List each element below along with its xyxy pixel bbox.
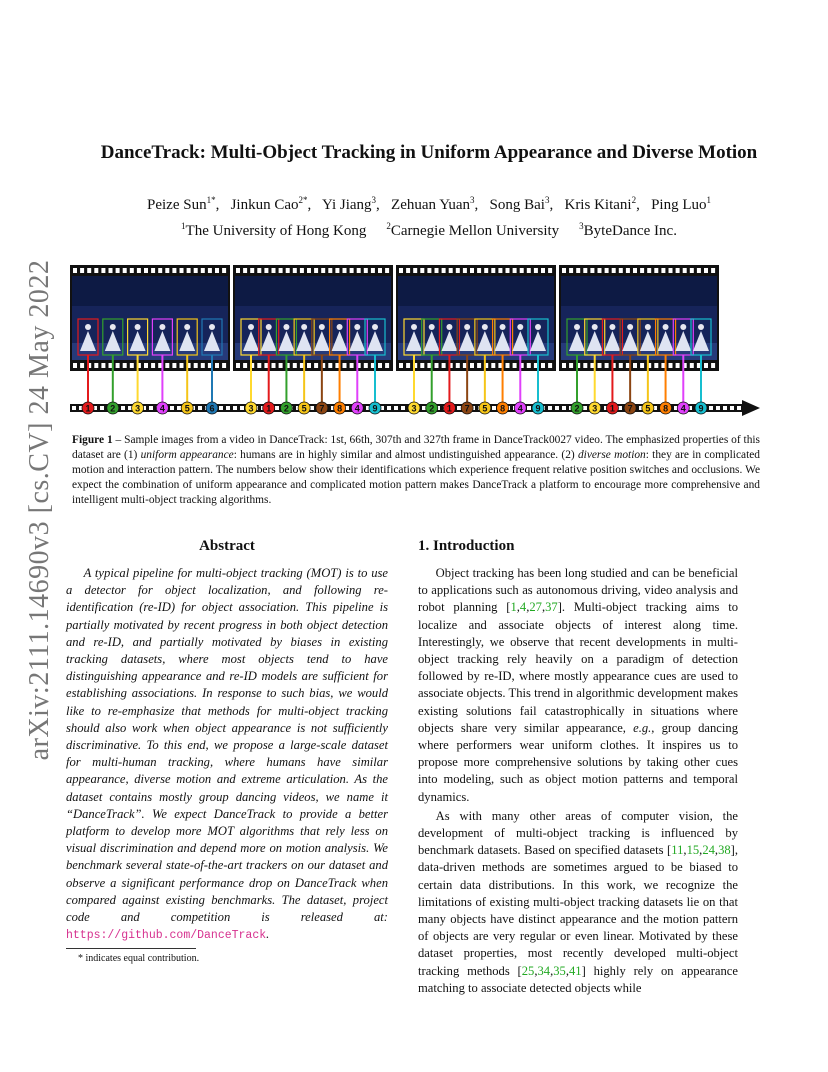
timeline-hole bbox=[177, 406, 181, 410]
dancer-head bbox=[429, 324, 435, 330]
sprocket-hole bbox=[109, 268, 113, 273]
id-label: 1 bbox=[266, 403, 272, 414]
sprocket-hole bbox=[477, 363, 481, 368]
timeline-arrowhead bbox=[742, 400, 760, 416]
sprocket-hole bbox=[605, 268, 609, 273]
sprocket-hole bbox=[640, 268, 644, 273]
sprocket-hole bbox=[690, 363, 694, 368]
timeline-hole bbox=[548, 406, 552, 410]
dancer-head bbox=[609, 324, 615, 330]
sprocket-hole bbox=[420, 268, 424, 273]
sprocket-hole bbox=[215, 363, 219, 368]
timeline-hole bbox=[100, 406, 104, 410]
id-label: 4 bbox=[354, 403, 360, 414]
id-label: 7 bbox=[319, 403, 325, 414]
sprocket-hole bbox=[661, 268, 665, 273]
sprocket-hole bbox=[123, 268, 127, 273]
sprocket-hole bbox=[101, 268, 105, 273]
sprocket-hole bbox=[293, 268, 297, 273]
paper-title: DanceTrack: Multi-Object Tracking in Uniform Appearance and Diverse Motion bbox=[100, 142, 758, 163]
sprocket-hole bbox=[463, 268, 467, 273]
id-label: 1 bbox=[609, 403, 615, 414]
timeline-hole bbox=[149, 406, 153, 410]
timeline-hole bbox=[310, 406, 314, 410]
abstract-body: A typical pipeline for multi-object tracking (MOT) is to use a detector for object localization, and following re-identification (re-ID) for object association. This pipeline is partially motivated by recent progress in both object detection and re-ID, and partially motivated by biases in existing tracking datasets, where most objects tend to have distinguishing appearance and re-ID models are sufficient for establishing associations. In response to such bias, we would like to re-emphasize that methods for multi-object tracking should also work when object appearance is not sufficiently discriminative. To this end, we propose a large-scale dataset for multi-human tracking, where humans have similar appearance, diverse motion and extreme articulation. As the dataset contains mostly group dancing videos, we name it “DanceTrack”. We expect DanceTrack to provide a better platform to develop more MOT algorithms that rely less on visual discrimination and depend more on motion analysis. We benchmark several state-of-the-art trackers on our dataset and observe a significant performance drop on DanceTrack when compared against existing benchmarks. The dataset, project code and competition is released at: https://github.com/DanceTrack. bbox=[66, 566, 388, 943]
sprocket-hole bbox=[590, 268, 594, 273]
sprocket-hole bbox=[222, 268, 226, 273]
dancer-head bbox=[283, 324, 289, 330]
sprocket-hole bbox=[669, 268, 673, 273]
sprocket-hole bbox=[484, 268, 488, 273]
sprocket-hole bbox=[215, 268, 219, 273]
sprocket-hole bbox=[257, 268, 261, 273]
timeline-hole bbox=[562, 406, 566, 410]
dancer-head bbox=[535, 324, 541, 330]
timeline-hole bbox=[401, 406, 405, 410]
sprocket-hole bbox=[605, 363, 609, 368]
sprocket-hole bbox=[420, 363, 424, 368]
sprocket-hole bbox=[711, 363, 715, 368]
sprocket-hole bbox=[180, 268, 184, 273]
id-label: 9 bbox=[372, 403, 378, 414]
author-list: Peize Sun$^{1*}$, Jinkun Cao$^{2*}$, Yi Jiang$^3$, Zehuan Yuan$^3$, Song Bai$^3$, Kris Kitani$^2$, Ping Luo$^1$ bbox=[147, 195, 711, 213]
sprocket-hole bbox=[477, 268, 481, 273]
citation-link[interactable]: 37 bbox=[545, 600, 558, 615]
id-label: 5 bbox=[645, 403, 651, 414]
sprocket-hole bbox=[172, 268, 176, 273]
citation-link[interactable]: 11 bbox=[671, 843, 684, 858]
sprocket-hole bbox=[137, 268, 141, 273]
dancer-head bbox=[592, 324, 598, 330]
sprocket-hole bbox=[101, 363, 105, 368]
sprocket-hole bbox=[130, 363, 134, 368]
sprocket-hole bbox=[335, 268, 339, 273]
sprocket-hole bbox=[321, 268, 325, 273]
sprocket-hole bbox=[144, 363, 148, 368]
sprocket-hole bbox=[264, 268, 268, 273]
introduction-heading: 1. Introduction bbox=[418, 538, 515, 554]
id-label: 2 bbox=[283, 403, 289, 414]
sprocket-hole bbox=[158, 268, 162, 273]
sprocket-hole bbox=[80, 363, 84, 368]
id-label: 4 bbox=[517, 403, 523, 414]
intro-paragraph-2: As with many other areas of computer vision, the development of multi-object tracking is influenced by benchmark datasets. Based on specified datasets [11,15,24,38], data-driven methods are sometimes argued to be biased to certain data distributions. In this work, we recognize the limitations of existing multi-object tracking datasets lie on that many objects have distinct appearance and the motion pattern of objects are very regular or even linear. Motivated by these dataset properties, most recently developed multi-object tracking methods [25,34,35,41] highly rely on appearance matching to associate detected objects while bbox=[418, 808, 738, 995]
dancer-head bbox=[500, 324, 506, 330]
sprocket-hole bbox=[172, 363, 176, 368]
sprocket-hole bbox=[314, 268, 318, 273]
timeline-hole bbox=[555, 406, 559, 410]
citation-link[interactable]: 38 bbox=[718, 843, 731, 858]
sprocket-hole bbox=[470, 363, 474, 368]
stage-backdrop bbox=[398, 276, 554, 306]
affiliation: $^3$ByteDance Inc. bbox=[579, 221, 677, 239]
sprocket-hole bbox=[94, 268, 98, 273]
sprocket-hole bbox=[569, 363, 573, 368]
id-label: 8 bbox=[337, 403, 343, 414]
affiliation: $^1$The University of Hong Kong bbox=[181, 221, 367, 239]
dancer-head bbox=[248, 324, 254, 330]
id-label: 5 bbox=[482, 403, 488, 414]
sprocket-hole bbox=[513, 363, 517, 368]
sprocket-hole bbox=[513, 268, 517, 273]
sprocket-hole bbox=[406, 268, 410, 273]
sprocket-hole bbox=[541, 268, 545, 273]
sprocket-hole bbox=[406, 363, 410, 368]
sprocket-hole bbox=[498, 268, 502, 273]
sprocket-hole bbox=[187, 268, 191, 273]
citation-link[interactable]: 27 bbox=[529, 600, 542, 615]
abstract-heading: Abstract bbox=[199, 538, 255, 554]
sprocket-hole bbox=[116, 268, 120, 273]
sprocket-hole bbox=[272, 363, 276, 368]
sprocket-hole bbox=[676, 268, 680, 273]
sprocket-hole bbox=[491, 363, 495, 368]
sprocket-hole bbox=[385, 268, 389, 273]
footnote-rule bbox=[66, 948, 196, 949]
dancer-head bbox=[372, 324, 378, 330]
author-name: Song Bai$^3$ bbox=[489, 195, 550, 213]
sprocket-hole bbox=[442, 363, 446, 368]
sprocket-hole bbox=[506, 268, 510, 273]
id-label: 7 bbox=[627, 403, 633, 414]
id-label: 1 bbox=[85, 403, 91, 414]
dancer-head bbox=[411, 324, 417, 330]
id-label: 2 bbox=[110, 403, 116, 414]
timeline-hole bbox=[198, 406, 202, 410]
timeline-hole bbox=[709, 406, 713, 410]
dancer-head bbox=[319, 324, 325, 330]
timeline-hole bbox=[583, 406, 587, 410]
id-label: 4 bbox=[159, 403, 165, 414]
sprocket-hole bbox=[343, 363, 347, 368]
dancer-head bbox=[135, 324, 141, 330]
citation-link[interactable]: 4 bbox=[519, 600, 527, 615]
id-label: 8 bbox=[500, 403, 506, 414]
sprocket-hole bbox=[619, 268, 623, 273]
sprocket-hole bbox=[201, 268, 205, 273]
figure-1-film-strip bbox=[70, 265, 762, 420]
abstract-section bbox=[66, 538, 388, 944]
sprocket-hole bbox=[435, 363, 439, 368]
author-name: Kris Kitani$^2$ bbox=[564, 195, 637, 213]
id-label: 7 bbox=[464, 403, 470, 414]
id-label: 9 bbox=[698, 403, 704, 414]
sprocket-hole bbox=[378, 363, 382, 368]
sprocket-hole bbox=[180, 363, 184, 368]
citation-link[interactable]: 24 bbox=[702, 843, 715, 858]
sprocket-hole bbox=[399, 363, 403, 368]
sprocket-hole bbox=[541, 363, 545, 368]
sprocket-hole bbox=[562, 268, 566, 273]
dancer-head bbox=[698, 324, 704, 330]
sprocket-hole bbox=[328, 363, 332, 368]
id-label: 8 bbox=[663, 403, 669, 414]
sprocket-hole bbox=[598, 363, 602, 368]
sprocket-hole bbox=[279, 268, 283, 273]
sprocket-hole bbox=[165, 268, 169, 273]
sprocket-hole bbox=[612, 268, 616, 273]
sprocket-hole bbox=[272, 268, 276, 273]
dancer-head bbox=[184, 324, 190, 330]
sprocket-hole bbox=[562, 363, 566, 368]
sprocket-hole bbox=[647, 268, 651, 273]
sprocket-hole bbox=[350, 268, 354, 273]
sprocket-hole bbox=[583, 363, 587, 368]
id-label: 3 bbox=[135, 403, 141, 414]
sprocket-hole bbox=[73, 363, 77, 368]
affiliation-list bbox=[60, 221, 798, 240]
sprocket-hole bbox=[676, 363, 680, 368]
sprocket-hole bbox=[307, 363, 311, 368]
figure-caption: Figure 1 – Sample images from a video in DanceTrack: 1st, 66th, 307th and 327th frame in DanceTrack0027 video. The emphasized properties of this dataset are (1) uniform appearance: humans are in highly similar and almost undistinguished appearance. (2) diverse motion: they are in complicated motion and interaction pattern. The numbers below show their identifications which experience frequent relative position switches and occlusions. We expect the combination of uniform appearance and complicated motion pattern makes DanceTrack a platform to encourage more comprehensive and intelligent multi-object tracking algorithms. bbox=[72, 434, 760, 506]
sprocket-hole bbox=[151, 268, 155, 273]
timeline-hole bbox=[387, 406, 391, 410]
sprocket-hole bbox=[711, 268, 715, 273]
sprocket-hole bbox=[94, 363, 98, 368]
sprocket-hole bbox=[435, 268, 439, 273]
sprocket-hole bbox=[598, 268, 602, 273]
timeline-hole bbox=[219, 406, 223, 410]
dancer-head bbox=[680, 324, 686, 330]
sprocket-hole bbox=[427, 268, 431, 273]
introduction-section bbox=[418, 538, 738, 999]
id-label: 2 bbox=[574, 403, 580, 414]
sprocket-hole bbox=[201, 363, 205, 368]
sprocket-hole bbox=[130, 268, 134, 273]
timeline-hole bbox=[121, 406, 125, 410]
sprocket-hole bbox=[243, 363, 247, 368]
timeline-hole bbox=[275, 406, 279, 410]
sprocket-hole bbox=[165, 363, 169, 368]
sprocket-hole bbox=[144, 268, 148, 273]
affiliation: $^2$Carnegie Mellon University bbox=[386, 221, 560, 239]
sprocket-hole bbox=[364, 268, 368, 273]
timeline-hole bbox=[233, 406, 237, 410]
sprocket-hole bbox=[527, 363, 531, 368]
sprocket-hole bbox=[236, 268, 240, 273]
timeline-hole bbox=[72, 406, 76, 410]
sprocket-hole bbox=[279, 363, 283, 368]
sprocket-hole bbox=[80, 268, 84, 273]
sprocket-hole bbox=[654, 268, 658, 273]
sprocket-hole bbox=[73, 268, 77, 273]
stage-floor bbox=[72, 343, 228, 360]
dancer-head bbox=[266, 324, 272, 330]
dataset-link[interactable]: https://github.com/DanceTrack bbox=[66, 929, 267, 943]
stage-backdrop bbox=[72, 276, 228, 306]
dancer-head bbox=[85, 324, 91, 330]
caption-label: Figure 1 bbox=[72, 434, 113, 446]
sprocket-hole bbox=[222, 363, 226, 368]
sprocket-hole bbox=[669, 363, 673, 368]
timeline-hole bbox=[492, 406, 496, 410]
timeline-hole bbox=[527, 406, 531, 410]
sprocket-hole bbox=[413, 268, 417, 273]
sprocket-hole bbox=[343, 268, 347, 273]
sprocket-hole bbox=[690, 268, 694, 273]
id-label: 6 bbox=[209, 403, 215, 414]
sprocket-hole bbox=[697, 268, 701, 273]
timeline-hole bbox=[170, 406, 174, 410]
author-name: Zehuan Yuan$^3$ bbox=[391, 195, 475, 213]
sprocket-hole bbox=[442, 268, 446, 273]
dancer-head bbox=[627, 324, 633, 330]
sprocket-hole bbox=[243, 268, 247, 273]
sprocket-hole bbox=[300, 268, 304, 273]
timeline-hole bbox=[723, 406, 727, 410]
id-label: 2 bbox=[429, 403, 435, 414]
sprocket-hole bbox=[328, 268, 332, 273]
sprocket-hole bbox=[364, 363, 368, 368]
sprocket-hole bbox=[314, 363, 318, 368]
citation-link[interactable]: 15 bbox=[686, 843, 700, 858]
stage-backdrop bbox=[235, 276, 391, 306]
arxiv-identifier: arXiv:2111.14690v3 [cs.CV] 24 May 2022 bbox=[24, 259, 55, 761]
sprocket-hole bbox=[704, 363, 708, 368]
sprocket-hole bbox=[527, 268, 531, 273]
sprocket-hole bbox=[640, 363, 644, 368]
timeline-hole bbox=[737, 406, 741, 410]
id-label: 3 bbox=[248, 403, 254, 414]
dancer-head bbox=[209, 324, 215, 330]
citation-link[interactable]: 1 bbox=[510, 600, 517, 615]
sprocket-hole bbox=[548, 363, 552, 368]
citation-link[interactable]: 41 bbox=[569, 963, 582, 978]
sprocket-hole bbox=[293, 363, 297, 368]
id-label: 5 bbox=[184, 403, 190, 414]
citation-link[interactable]: 34 bbox=[537, 963, 551, 978]
sprocket-hole bbox=[626, 268, 630, 273]
sprocket-hole bbox=[470, 268, 474, 273]
sprocket-hole bbox=[491, 268, 495, 273]
sprocket-hole bbox=[194, 268, 198, 273]
timeline-hole bbox=[716, 406, 720, 410]
sprocket-hole bbox=[257, 363, 261, 368]
intro-paragraph-1: Object tracking has been long studied and can be beneficial to applications such as autonomous driving, video analysis and robot planning [1,4,27,37]. Multi-object tracking aims to localize and associate objects of interest along time. Interestingly, we observe that recent developments in multi-object tracking rely heavily on a paradigm of detection followed by re-ID, where mostly appearance cues are used to associate objects. This trend in algorithmic development makes existing solutions fail catastrophically in situations where objects share very similar appearance, e.g., group dancing where performers wear uniform clothes. It inspires us to propose more comprehensive solutions by taking other cues into modeling, such as object motion patterns and temporal dynamics. bbox=[418, 566, 738, 804]
dancer-head bbox=[663, 324, 669, 330]
sprocket-hole bbox=[548, 268, 552, 273]
sprocket-hole bbox=[87, 268, 91, 273]
sprocket-hole bbox=[123, 363, 127, 368]
dancer-head bbox=[645, 324, 651, 330]
dancer-head bbox=[482, 324, 488, 330]
sprocket-hole bbox=[449, 268, 453, 273]
sprocket-hole bbox=[576, 268, 580, 273]
dancer-head bbox=[464, 324, 470, 330]
sprocket-hole bbox=[350, 363, 354, 368]
citation-link[interactable]: 25 bbox=[521, 963, 535, 978]
id-label: 3 bbox=[411, 403, 417, 414]
sprocket-hole bbox=[250, 268, 254, 273]
sprocket-hole bbox=[357, 268, 361, 273]
dancer-head bbox=[517, 324, 523, 330]
sprocket-hole bbox=[286, 268, 290, 273]
stage-backdrop bbox=[561, 276, 717, 306]
id-label: 9 bbox=[535, 403, 541, 414]
dancer-head bbox=[354, 324, 360, 330]
sprocket-hole bbox=[456, 268, 460, 273]
sprocket-hole bbox=[633, 363, 637, 368]
sprocket-hole bbox=[506, 363, 510, 368]
sprocket-hole bbox=[194, 363, 198, 368]
timeline-hole bbox=[394, 406, 398, 410]
timeline-hole bbox=[240, 406, 244, 410]
sprocket-hole bbox=[208, 268, 212, 273]
sprocket-hole bbox=[116, 363, 120, 368]
author-name: Ping Luo$^1$ bbox=[651, 195, 711, 213]
sprocket-hole bbox=[520, 268, 524, 273]
author-name: Jinkun Cao$^{2*}$ bbox=[230, 195, 308, 213]
sprocket-hole bbox=[633, 268, 637, 273]
id-label: 1 bbox=[446, 403, 452, 414]
author-name: Yi Jiang$^3$ bbox=[321, 195, 377, 213]
id-label: 4 bbox=[680, 403, 686, 414]
sprocket-hole bbox=[583, 268, 587, 273]
sprocket-hole bbox=[619, 363, 623, 368]
timeline-hole bbox=[226, 406, 230, 410]
dancer-head bbox=[301, 324, 307, 330]
sprocket-hole bbox=[569, 268, 573, 273]
id-label: 3 bbox=[592, 403, 598, 414]
sprocket-hole bbox=[683, 268, 687, 273]
dancer-head bbox=[159, 324, 165, 330]
timeline-hole bbox=[730, 406, 734, 410]
sprocket-hole bbox=[654, 363, 658, 368]
author-name: Peize Sun$^{1*}$ bbox=[147, 195, 216, 213]
sprocket-hole bbox=[371, 268, 375, 273]
sprocket-hole bbox=[399, 268, 403, 273]
sprocket-hole bbox=[534, 268, 538, 273]
dancer-head bbox=[446, 324, 452, 330]
dancer-head bbox=[574, 324, 580, 330]
dancer-head bbox=[337, 324, 343, 330]
sprocket-hole bbox=[385, 363, 389, 368]
sprocket-hole bbox=[307, 268, 311, 273]
id-label: 5 bbox=[301, 403, 307, 414]
citation-link[interactable]: 35 bbox=[553, 963, 566, 978]
sprocket-hole bbox=[151, 363, 155, 368]
sprocket-hole bbox=[236, 363, 240, 368]
footnote: * indicates equal contribution. bbox=[78, 953, 200, 964]
sprocket-hole bbox=[378, 268, 382, 273]
timeline-hole bbox=[457, 406, 461, 410]
dancer-head bbox=[110, 324, 116, 330]
sprocket-hole bbox=[704, 268, 708, 273]
sprocket-hole bbox=[456, 363, 460, 368]
